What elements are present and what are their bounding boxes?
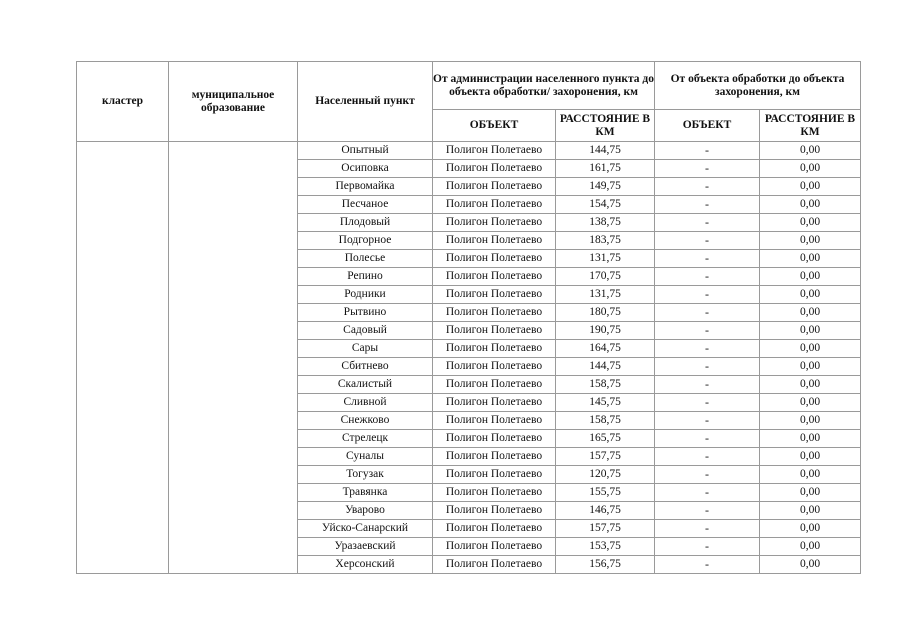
distance-2-cell: 0,00 — [760, 556, 861, 574]
distance-2-cell: 0,00 — [760, 142, 861, 160]
distance-1-cell: 164,75 — [556, 340, 655, 358]
distance-1-cell: 155,75 — [556, 484, 655, 502]
object-2-cell: - — [655, 340, 760, 358]
settlement-cell: Снежково — [298, 412, 433, 430]
object-2-cell: - — [655, 556, 760, 574]
settlement-cell: Херсонский — [298, 556, 433, 574]
distance-1-cell: 161,75 — [556, 160, 655, 178]
distance-2-cell: 0,00 — [760, 304, 861, 322]
settlement-cell: Родники — [298, 286, 433, 304]
object-2-cell: - — [655, 412, 760, 430]
distance-2-cell: 0,00 — [760, 268, 861, 286]
distance-table — [76, 61, 861, 574]
header-distance-2: РАССТОЯНИЕ В КМ — [760, 110, 861, 142]
object-1-cell: Полигон Полетаево — [433, 412, 556, 430]
settlement-cell: Скалистый — [298, 376, 433, 394]
object-2-cell: - — [655, 448, 760, 466]
distance-2-cell: 0,00 — [760, 520, 861, 538]
object-1-cell: Полигон Полетаево — [433, 448, 556, 466]
object-2-cell: - — [655, 358, 760, 376]
settlement-cell: Песчаное — [298, 196, 433, 214]
settlement-cell: Уварово — [298, 502, 433, 520]
object-1-cell: Полигон Полетаево — [433, 286, 556, 304]
header-group-admin-to-facility: От администрации населенного пункта до объекта обработки/ захоронения, км — [433, 62, 655, 110]
settlement-cell: Первомайка — [298, 178, 433, 196]
distance-2-cell: 0,00 — [760, 340, 861, 358]
header-cluster: кластер — [77, 62, 169, 142]
distance-1-cell: 149,75 — [556, 178, 655, 196]
distance-1-cell: 138,75 — [556, 214, 655, 232]
object-1-cell: Полигон Полетаево — [433, 214, 556, 232]
distance-1-cell: 146,75 — [556, 502, 655, 520]
distance-1-cell: 131,75 — [556, 250, 655, 268]
object-2-cell: - — [655, 178, 760, 196]
distance-2-cell: 0,00 — [760, 466, 861, 484]
object-1-cell: Полигон Полетаево — [433, 268, 556, 286]
object-2-cell: - — [655, 376, 760, 394]
distance-1-cell: 190,75 — [556, 322, 655, 340]
object-1-cell: Полигон Полетаево — [433, 250, 556, 268]
object-2-cell: - — [655, 142, 760, 160]
object-2-cell: - — [655, 502, 760, 520]
object-2-cell: - — [655, 304, 760, 322]
object-2-cell: - — [655, 286, 760, 304]
object-2-cell: - — [655, 322, 760, 340]
header-distance-1: РАССТОЯНИЕ В КМ — [556, 110, 655, 142]
distance-2-cell: 0,00 — [760, 250, 861, 268]
municipality-cell — [169, 142, 298, 574]
object-1-cell: Полигон Полетаево — [433, 376, 556, 394]
settlement-cell: Сары — [298, 340, 433, 358]
distance-2-cell: 0,00 — [760, 160, 861, 178]
distance-1-cell: 156,75 — [556, 556, 655, 574]
object-1-cell: Полигон Полетаево — [433, 142, 556, 160]
object-2-cell: - — [655, 394, 760, 412]
object-1-cell: Полигон Полетаево — [433, 538, 556, 556]
object-2-cell: - — [655, 160, 760, 178]
header-object-2: ОБЪЕКТ — [655, 110, 760, 142]
object-1-cell: Полигон Полетаево — [433, 196, 556, 214]
object-2-cell: - — [655, 250, 760, 268]
object-1-cell: Полигон Полетаево — [433, 340, 556, 358]
distance-1-cell: 144,75 — [556, 142, 655, 160]
settlement-cell: Репино — [298, 268, 433, 286]
object-2-cell: - — [655, 214, 760, 232]
settlement-cell: Тогузак — [298, 466, 433, 484]
cluster-cell — [77, 142, 169, 574]
object-2-cell: - — [655, 232, 760, 250]
distance-1-cell: 183,75 — [556, 232, 655, 250]
object-2-cell: - — [655, 196, 760, 214]
distance-2-cell: 0,00 — [760, 394, 861, 412]
settlement-cell: Уразаевский — [298, 538, 433, 556]
distance-2-cell: 0,00 — [760, 502, 861, 520]
distance-1-cell: 170,75 — [556, 268, 655, 286]
object-1-cell: Полигон Полетаево — [433, 358, 556, 376]
distance-2-cell: 0,00 — [760, 448, 861, 466]
distance-1-cell: 157,75 — [556, 520, 655, 538]
object-1-cell: Полигон Полетаево — [433, 430, 556, 448]
table-row — [77, 142, 861, 160]
distance-2-cell: 0,00 — [760, 412, 861, 430]
settlement-cell: Полесье — [298, 250, 433, 268]
distance-1-cell: 153,75 — [556, 538, 655, 556]
object-1-cell: Полигон Полетаево — [433, 394, 556, 412]
object-1-cell: Полигон Полетаево — [433, 466, 556, 484]
settlement-cell: Опытный — [298, 142, 433, 160]
distance-2-cell: 0,00 — [760, 196, 861, 214]
object-2-cell: - — [655, 466, 760, 484]
object-2-cell: - — [655, 520, 760, 538]
distance-2-cell: 0,00 — [760, 232, 861, 250]
distance-1-cell: 154,75 — [556, 196, 655, 214]
object-2-cell: - — [655, 538, 760, 556]
distance-2-cell: 0,00 — [760, 538, 861, 556]
settlement-cell: Стрелецк — [298, 430, 433, 448]
distance-2-cell: 0,00 — [760, 286, 861, 304]
distance-2-cell: 0,00 — [760, 322, 861, 340]
settlement-cell: Подгорное — [298, 232, 433, 250]
table-body — [77, 142, 861, 574]
distance-2-cell: 0,00 — [760, 484, 861, 502]
distance-2-cell: 0,00 — [760, 358, 861, 376]
header-object-1: ОБЪЕКТ — [433, 110, 556, 142]
distance-1-cell: 157,75 — [556, 448, 655, 466]
settlement-cell: Сбитнево — [298, 358, 433, 376]
settlement-cell: Сливной — [298, 394, 433, 412]
object-1-cell: Полигон Полетаево — [433, 304, 556, 322]
object-1-cell: Полигон Полетаево — [433, 502, 556, 520]
object-2-cell: - — [655, 268, 760, 286]
object-1-cell: Полигон Полетаево — [433, 232, 556, 250]
object-1-cell: Полигон Полетаево — [433, 520, 556, 538]
distance-1-cell: 120,75 — [556, 466, 655, 484]
distance-1-cell: 145,75 — [556, 394, 655, 412]
settlement-cell: Осиповка — [298, 160, 433, 178]
settlement-cell: Суналы — [298, 448, 433, 466]
object-2-cell: - — [655, 430, 760, 448]
distance-1-cell: 158,75 — [556, 412, 655, 430]
distance-1-cell: 131,75 — [556, 286, 655, 304]
settlement-cell: Плодовый — [298, 214, 433, 232]
table-header — [77, 62, 861, 142]
object-1-cell: Полигон Полетаево — [433, 322, 556, 340]
distance-2-cell: 0,00 — [760, 376, 861, 394]
settlement-cell: Уйско-Санарский — [298, 520, 433, 538]
object-2-cell: - — [655, 484, 760, 502]
distance-1-cell: 158,75 — [556, 376, 655, 394]
object-1-cell: Полигон Полетаево — [433, 178, 556, 196]
settlement-cell: Садовый — [298, 322, 433, 340]
header-settlement: Населенный пункт — [298, 62, 433, 142]
header-municipality: муниципальное образование — [169, 62, 298, 142]
object-1-cell: Полигон Полетаево — [433, 484, 556, 502]
distance-2-cell: 0,00 — [760, 430, 861, 448]
settlement-cell: Травянка — [298, 484, 433, 502]
object-1-cell: Полигон Полетаево — [433, 556, 556, 574]
distance-2-cell: 0,00 — [760, 214, 861, 232]
distance-1-cell: 180,75 — [556, 304, 655, 322]
settlement-cell: Рытвино — [298, 304, 433, 322]
distance-2-cell: 0,00 — [760, 178, 861, 196]
distance-1-cell: 165,75 — [556, 430, 655, 448]
header-group-facility-to-landfill: От объекта обработки до объекта захоронения, км — [655, 62, 861, 110]
object-1-cell: Полигон Полетаево — [433, 160, 556, 178]
distance-1-cell: 144,75 — [556, 358, 655, 376]
